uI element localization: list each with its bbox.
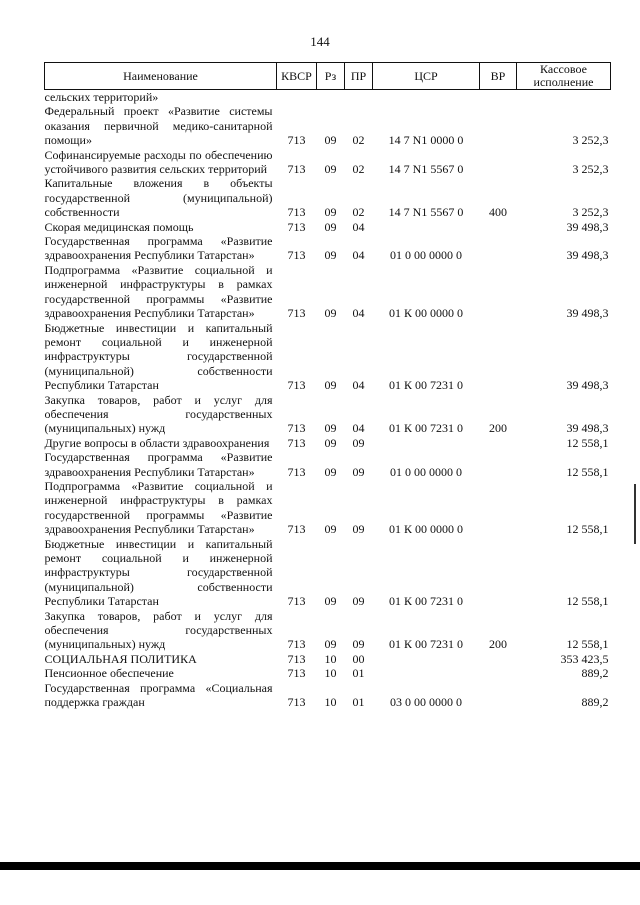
row-vr <box>480 436 517 450</box>
header-name: Наименование <box>45 63 277 90</box>
row-csr: 01 К 00 7231 0 <box>388 378 463 393</box>
table-row <box>45 652 611 666</box>
row-vr <box>480 681 517 710</box>
row-vr <box>480 220 517 234</box>
row-name: Государственная программа «Социальная поддержка граждан <box>44 680 273 710</box>
row-csr: 03 0 00 0000 0 <box>390 695 462 710</box>
row-kvsr: 713 <box>287 248 306 263</box>
row-amount: 12 558,1 <box>566 464 609 479</box>
row-name: Государственная программа «Развитие здравоохранения Республики Татарстан» <box>44 450 273 479</box>
row-pr: 04 <box>352 306 365 321</box>
row-name: Бюджетные инвестиции и капитальный ремонт социальной и инженерной инфраструктуры государственной (муниципальной) собственности Республики Татарстан <box>44 536 273 609</box>
row-rz: 10 <box>324 651 337 666</box>
row-csr: 01 К 00 0000 0 <box>388 522 463 537</box>
table-row <box>45 234 611 263</box>
row-name: Бюджетные инвестиции и капитальный ремонт социальной и инженерной инфраструктуры государственной (муниципальной) собственности Республики Татарстан <box>44 320 273 393</box>
table-row <box>45 176 611 219</box>
row-pr: 09 <box>352 435 365 450</box>
row-name: Софинансируемые расходы по обеспечению устойчивого развития сельских территорий <box>44 147 273 177</box>
row-pr: 01 <box>352 695 365 710</box>
row-kvsr: 713 <box>287 695 306 710</box>
row-vr <box>480 652 517 666</box>
row-csr: 01 0 00 0000 0 <box>390 248 462 263</box>
row-pr: 02 <box>352 133 365 148</box>
row-rz: 09 <box>324 306 337 321</box>
row-rz <box>317 90 345 105</box>
row-kvsr: 713 <box>287 666 306 681</box>
scan-edge-mark <box>634 484 636 544</box>
row-csr: 01 0 00 0000 0 <box>390 464 462 479</box>
row-vr <box>480 263 517 321</box>
row-rz: 09 <box>324 522 337 537</box>
table-row <box>45 436 611 450</box>
row-pr: 02 <box>352 162 365 177</box>
row-pr: 09 <box>352 464 365 479</box>
row-kvsr: 713 <box>287 219 306 234</box>
table-header-row <box>45 63 611 90</box>
table-row <box>45 90 611 105</box>
row-pr: 09 <box>352 522 365 537</box>
row-name: Государственная программа «Развитие здравоохранения Республики Татарстан» <box>44 234 273 263</box>
row-name: Другие вопросы в области здравоохранения <box>44 435 270 450</box>
row-rz: 09 <box>324 248 337 263</box>
row-rz: 09 <box>324 219 337 234</box>
row-rz: 09 <box>324 637 337 652</box>
row-csr <box>373 436 480 450</box>
table-row <box>45 537 611 609</box>
row-pr: 02 <box>352 205 365 220</box>
row-amount: 12 558,1 <box>566 522 609 537</box>
header-pr: ПР <box>345 63 373 90</box>
row-vr: 200 <box>489 637 507 652</box>
row-name: Федеральный проект «Развитие системы оказания первичной медико-санитарной помощи» <box>44 104 273 148</box>
row-pr: 01 <box>352 666 365 681</box>
row-name: Подпрограмма «Развитие социальной и инженерной инфраструктуры в рамках государственной программы «Развитие здравоохранения Республики Татарстан» <box>44 262 273 321</box>
row-rz: 09 <box>324 205 337 220</box>
row-name: Закупка товаров, работ и услуг для обеспечения государственных (муниципальных) нужд <box>44 392 273 436</box>
table-row <box>45 263 611 321</box>
row-amount: 3 252,3 <box>572 162 609 177</box>
row-name: Скорая медицинская помощь <box>44 219 194 234</box>
row-kvsr: 713 <box>287 464 306 479</box>
row-vr <box>480 90 517 105</box>
row-name: Капитальные вложения в объекты государственной (муниципальной) собственности <box>44 176 273 220</box>
header-vr: ВР <box>480 63 517 90</box>
row-pr: 09 <box>352 594 365 609</box>
row-rz: 09 <box>324 421 337 436</box>
row-pr <box>345 90 373 105</box>
row-pr: 04 <box>352 219 365 234</box>
row-kvsr: 713 <box>287 421 306 436</box>
row-rz: 10 <box>324 695 337 710</box>
header-amount: Кассовое исполнение <box>517 63 611 90</box>
row-vr <box>480 537 517 609</box>
row-amount: 353 423,5 <box>560 651 609 666</box>
row-amount: 39 498,3 <box>566 421 609 436</box>
row-csr <box>373 666 480 680</box>
table-row <box>45 220 611 234</box>
row-amount: 12 558,1 <box>566 435 609 450</box>
row-name: Закупка товаров, работ и услуг для обеспечения государственных (муниципальных) нужд <box>44 608 273 652</box>
row-kvsr: 713 <box>287 651 306 666</box>
row-amount: 39 498,3 <box>566 306 609 321</box>
budget-table <box>44 62 611 709</box>
scan-bottom-bar <box>0 862 640 870</box>
row-amount: 3 252,3 <box>572 133 609 148</box>
table-row <box>45 393 611 436</box>
header-rz: Рз <box>317 63 345 90</box>
row-csr: 14 7 N1 0000 0 <box>388 133 464 148</box>
row-kvsr: 713 <box>287 378 306 393</box>
row-csr: 01 К 00 7231 0 <box>388 594 463 609</box>
row-pr: 04 <box>352 248 365 263</box>
row-pr: 04 <box>352 378 365 393</box>
row-csr: 01 К 00 0000 0 <box>388 306 463 321</box>
row-amount: 12 558,1 <box>566 594 609 609</box>
table-row <box>45 681 611 710</box>
row-vr <box>480 234 517 263</box>
row-kvsr: 713 <box>287 435 306 450</box>
table-row <box>45 148 611 177</box>
row-name: Пенсионное обеспечение <box>44 666 174 681</box>
row-kvsr <box>277 90 317 105</box>
header-csr: ЦСР <box>373 63 480 90</box>
table-row <box>45 104 611 147</box>
budget-table-container <box>44 62 610 709</box>
page-number: 144 <box>310 34 330 49</box>
table-row <box>45 321 611 393</box>
table-row <box>45 609 611 652</box>
row-pr: 00 <box>352 651 365 666</box>
row-vr <box>480 104 517 147</box>
row-vr <box>480 479 517 537</box>
row-csr <box>373 220 480 234</box>
row-amount <box>517 90 611 105</box>
header-kvsr: КВСР <box>277 63 317 90</box>
table-row <box>45 479 611 537</box>
row-kvsr: 713 <box>287 133 306 148</box>
row-rz: 09 <box>324 133 337 148</box>
row-csr: 14 7 N1 5567 0 <box>388 205 464 220</box>
row-name: сельских территорий» <box>44 90 159 104</box>
row-amount: 889,2 <box>581 695 609 710</box>
row-kvsr: 713 <box>287 522 306 537</box>
row-rz: 09 <box>324 378 337 393</box>
row-kvsr: 713 <box>287 637 306 652</box>
row-vr: 400 <box>489 205 507 220</box>
table-row <box>45 666 611 680</box>
row-pr: 09 <box>352 637 365 652</box>
row-kvsr: 713 <box>287 162 306 177</box>
row-csr: 01 К 00 7231 0 <box>388 421 463 436</box>
row-kvsr: 713 <box>287 306 306 321</box>
row-rz: 09 <box>324 435 337 450</box>
row-kvsr: 713 <box>287 594 306 609</box>
row-amount: 39 498,3 <box>566 248 609 263</box>
row-rz: 09 <box>324 594 337 609</box>
row-amount: 39 498,3 <box>566 219 609 234</box>
row-vr <box>480 321 517 393</box>
row-amount: 889,2 <box>581 666 609 681</box>
row-csr: 01 К 00 7231 0 <box>388 637 463 652</box>
row-vr: 200 <box>489 421 507 436</box>
row-amount: 39 498,3 <box>566 378 609 393</box>
row-name: СОЦИАЛЬНАЯ ПОЛИТИКА <box>44 651 197 666</box>
row-rz: 09 <box>324 464 337 479</box>
row-vr <box>480 148 517 177</box>
row-name: Подпрограмма «Развитие социальной и инженерной инфраструктуры в рамках государственной программы «Развитие здравоохранения Республики Татарстан» <box>44 478 273 537</box>
row-pr: 04 <box>352 421 365 436</box>
row-csr <box>373 652 480 666</box>
row-vr <box>480 450 517 479</box>
row-kvsr: 713 <box>287 205 306 220</box>
row-amount: 12 558,1 <box>566 637 609 652</box>
row-csr <box>373 90 480 105</box>
row-vr <box>480 666 517 680</box>
table-row <box>45 450 611 479</box>
row-rz: 09 <box>324 162 337 177</box>
row-amount: 3 252,3 <box>572 205 609 220</box>
row-csr: 14 7 N1 5567 0 <box>388 162 464 177</box>
row-rz: 10 <box>324 666 337 681</box>
